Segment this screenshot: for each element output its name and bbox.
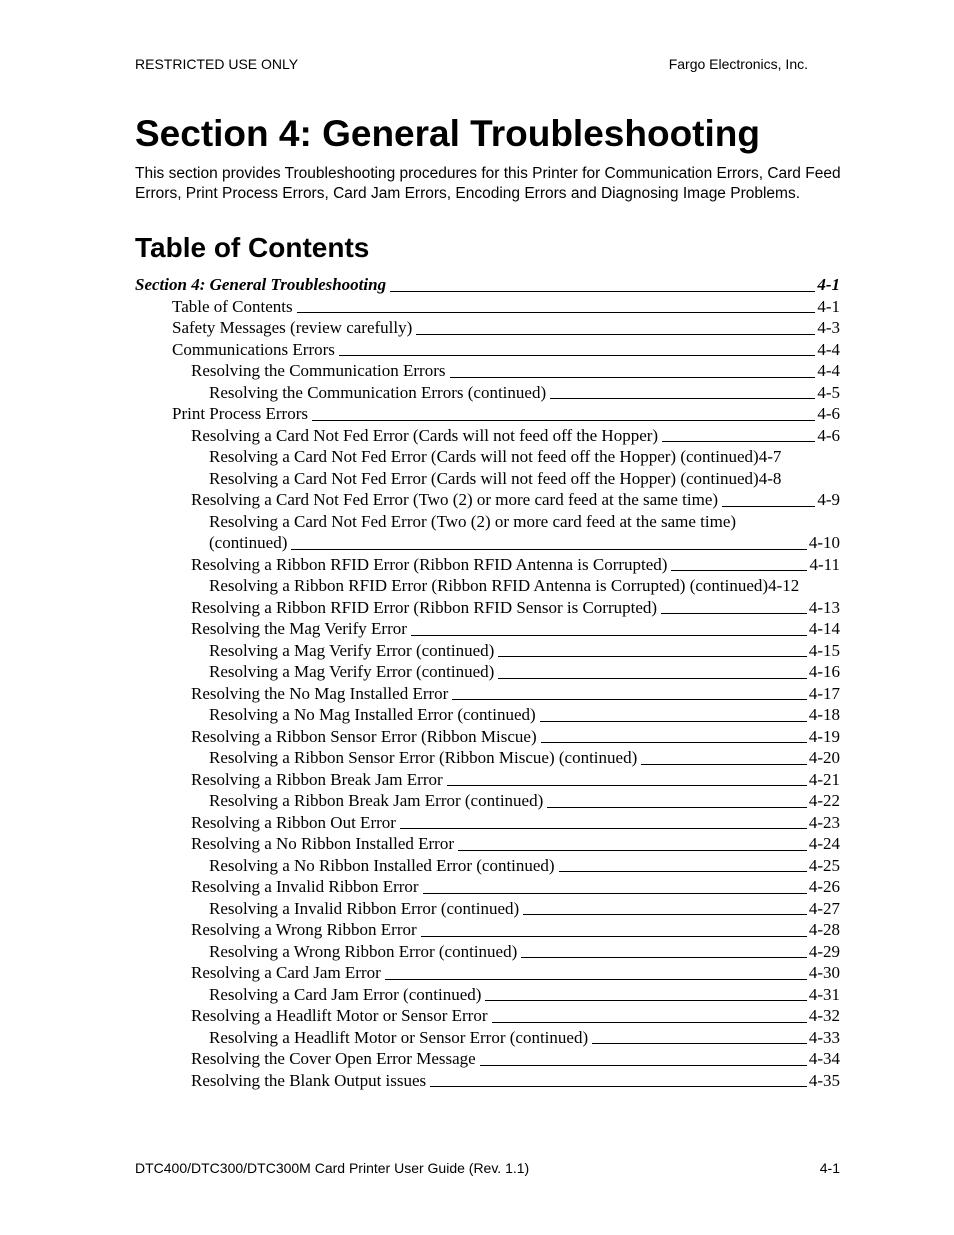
toc-entry-text: Communications Errors [172,339,335,359]
toc-entry[interactable] [209,790,840,812]
toc-entry[interactable] [191,962,840,984]
toc-leader [521,957,807,958]
toc-leader [492,1022,807,1023]
toc-entry-text: Table of Contents [172,296,293,316]
toc-entry-text: Resolving the Communication Errors [191,361,446,380]
toc-entry[interactable] [191,1005,840,1027]
toc-entry[interactable] [209,941,840,963]
toc-entry[interactable] [135,274,840,296]
toc-entry-text: Print Process Errors [172,404,308,423]
toc-entry-text: Resolving the Mag Verify Error [191,619,407,638]
toc-entry-text: Resolving a No Ribbon Installed Error [191,834,454,853]
toc-entry[interactable] [209,661,840,683]
toc-entry-page: 4-23 [808,812,840,832]
toc-entry[interactable] [209,984,840,1006]
toc-entry-text: Resolving a Mag Verify Error (continued) [209,640,495,660]
toc-leader [458,850,807,851]
toc-leader [447,785,807,786]
toc-entry[interactable] [191,618,840,640]
page-number: 4-1 [819,1160,840,1176]
toc-entry[interactable] [209,640,840,662]
section-intro: This section provides Troubleshooting procedures for this Printer for Communication Errors, Card Feed Errors, Print Process Errors, Card Jam Errors, Encoding Errors and Diagnosing Image Problems. [135,165,841,202]
toc-leader [421,936,807,937]
table-of-contents [0,274,954,1091]
toc-entry-text: Resolving the Communication Errors (continued) [209,382,547,402]
toc-entry[interactable] [209,446,840,468]
toc-entry-page: 4-1 [817,296,840,316]
toc-entry-text: Resolving a Ribbon Sensor Error (Ribbon Miscue) (continued) [209,748,638,767]
running-header-left: RESTRICTED USE ONLY [135,56,299,72]
toc-entry-text: Resolving a Card Not Fed Error (Cards will not feed off the Hopper) [191,425,659,445]
toc-entry-page: 4-14 [808,619,840,638]
toc-entry-page: 4-22 [808,791,840,810]
toc-entry[interactable] [191,833,840,855]
toc-leader [450,377,816,378]
toc-entry-text: Resolving a Headlift Motor or Sensor Error [191,1006,488,1025]
toc-leader [541,742,807,743]
toc-entry-text: Resolving a No Ribbon Installed Error (continued) [209,855,555,875]
toc-entry-page: 4-10 [808,533,840,552]
toc-entry-text: Resolving a Headlift Motor or Sensor Error (continued) [209,1027,589,1047]
toc-leader [411,635,807,636]
toc-entry-page: 4-6 [817,404,840,423]
toc-entry-page: 4-3 [817,318,840,337]
toc-leader [722,506,815,507]
toc-leader [592,1043,807,1044]
toc-entry-page: 4-26 [808,877,840,896]
toc-entry-text: Resolving a Ribbon RFID Error (Ribbon RFID Antenna is Corrupted) (continued) [209,576,769,595]
toc-entry-page: 4-28 [808,920,840,939]
toc-entry-page: 4-12 [768,576,800,595]
toc-entry-page: 4-25 [808,855,840,875]
toc-leader [416,334,815,335]
toc-entry-page: 4-16 [808,662,840,681]
toc-leader [523,914,807,915]
toc-entry-text: Resolving a Wrong Ribbon Error (continued) [209,941,518,961]
toc-leader [559,871,807,872]
toc-leader [498,656,807,657]
toc-entry-text: Resolving the Cover Open Error Message [191,1049,476,1068]
toc-entry-text: Resolving the No Mag Installed Error [191,683,449,703]
toc-leader [671,570,807,571]
toc-entry-text: Resolving a Card Not Fed Error (Two (2) or more card feed at the same time) [191,490,719,509]
toc-entry-page: 4-34 [808,1049,840,1068]
toc-entry-page: 4-35 [808,1070,840,1090]
toc-entry-page: 4-8 [758,468,782,488]
toc-entry-page: 4-6 [817,425,840,445]
toc-entry-page: 4-4 [817,339,840,359]
toc-entry[interactable] [191,554,840,576]
toc-entry-page: 4-15 [808,640,840,660]
toc-entry[interactable] [172,317,840,339]
toc-leader [297,312,816,313]
toc-entry[interactable] [191,919,840,941]
toc-entry-text: Resolving a Ribbon Sensor Error (Ribbon Miscue) [191,726,537,746]
toc-entry-text: Resolving a Card Not Fed Error (Cards will not feed off the Hopper) (continued) [209,468,759,488]
toc-entry-text: Resolving a Ribbon Break Jam Error (continued) [209,791,544,810]
toc-entry[interactable] [209,855,840,877]
toc-entry[interactable] [191,683,840,705]
toc-leader [430,1086,807,1087]
toc-leader [385,979,807,980]
toc-entry-text: Resolving a Ribbon RFID Error (Ribbon RFID Sensor is Corrupted) [191,597,658,617]
toc-heading: Table of Contents [135,232,370,263]
toc-entry[interactable] [191,769,840,791]
toc-entry-page: 4-29 [808,941,840,961]
toc-entry[interactable] [209,575,840,597]
running-footer-left: DTC400/DTC300/DTC300M Card Printer User Guide (Rev. 1.1) [135,1160,530,1176]
toc-entry-text: Safety Messages (review carefully) [172,318,413,337]
toc-entry-text: Resolving a Mag Verify Error (continued) [209,662,495,681]
toc-leader [550,398,815,399]
toc-entry-page: 4-24 [808,834,840,853]
toc-entry-page: 4-18 [808,705,840,724]
toc-leader [400,828,807,829]
toc-leader [498,678,807,679]
toc-entry-text: Resolving a No Mag Installed Error (continued) [209,705,536,724]
toc-entry-page: 4-20 [808,748,840,767]
section-title: Section 4: General Troubleshooting [135,113,760,154]
toc-leader [641,764,807,765]
toc-entry-text: Resolving a Ribbon Break Jam Error [191,769,443,789]
toc-entry-text: Resolving a Card Not Fed Error (Cards will not feed off the Hopper) (continued) [209,447,759,466]
toc-entry-page: 4-30 [808,963,840,982]
toc-entry[interactable] [209,747,840,769]
toc-entry-page: 4-9 [817,490,840,509]
toc-entry-page: 4-5 [817,382,840,402]
toc-entry[interactable] [191,597,840,619]
toc-entry[interactable] [191,489,840,511]
toc-entry-text: Resolving a Invalid Ribbon Error [191,877,419,896]
toc-leader [547,807,807,808]
toc-entry-page: 4-7 [758,447,782,466]
toc-entry[interactable] [172,296,840,318]
toc-entry-text: Resolving a Ribbon RFID Error (Ribbon RFID Antenna is Corrupted) [191,554,668,574]
toc-entry-page: 4-27 [808,898,840,918]
toc-entry[interactable] [191,726,840,748]
toc-entry-page: 4-32 [808,1006,840,1025]
toc-entry[interactable] [191,1048,840,1070]
running-header-right: Fargo Electronics, Inc. [668,56,808,72]
toc-leader [390,291,815,292]
toc-entry[interactable] [209,382,840,404]
toc-entry[interactable] [172,339,840,361]
toc-leader [452,699,807,700]
toc-entry-text: Resolving a Ribbon Out Error [191,812,396,832]
toc-entry[interactable] [191,425,840,447]
toc-entry-text-continued: (continued) [209,533,288,552]
toc-leader [423,893,807,894]
toc-leader [485,1000,806,1001]
toc-entry-page: 4-33 [808,1027,840,1047]
toc-entry-page: 4-1 [817,275,840,294]
toc-entry-text: Resolving the Blank Output issues [191,1070,427,1090]
toc-leader [540,721,807,722]
toc-entry-page: 4-19 [808,726,840,746]
toc-leader [339,355,815,356]
toc-leader [662,441,815,442]
toc-leader [480,1065,807,1066]
toc-entry-text: Resolving a Card Not Fed Error (Two (2) or more card feed at the same time) [209,511,737,531]
toc-entry-page: 4-11 [809,554,840,574]
toc-entry-text: Resolving a Wrong Ribbon Error [191,920,417,939]
toc-entry-page: 4-4 [817,361,840,380]
toc-entry[interactable] [209,1027,840,1049]
toc-entry[interactable] [172,403,840,425]
toc-entry[interactable] [209,704,840,726]
toc-entry[interactable] [209,511,840,554]
toc-leader [312,420,815,421]
toc-entry-page: 4-31 [808,984,840,1004]
toc-entry[interactable] [209,898,840,920]
toc-entry-text: Resolving a Invalid Ribbon Error (continued) [209,898,520,918]
toc-leader [661,613,807,614]
toc-entry[interactable] [191,360,840,382]
toc-leader [291,549,806,550]
toc-entry[interactable] [191,1070,840,1092]
toc-entry-page: 4-17 [808,683,840,703]
toc-entry-text: Resolving a Card Jam Error [191,963,381,982]
toc-entry[interactable] [191,812,840,834]
toc-entry-page: 4-21 [808,769,840,789]
toc-entry[interactable] [191,876,840,898]
toc-entry-page: 4-13 [808,597,840,617]
toc-entry-text: Section 4: General Troubleshooting [135,275,387,294]
toc-entry-text: Resolving a Card Jam Error (continued) [209,984,482,1004]
toc-entry[interactable] [209,468,840,490]
